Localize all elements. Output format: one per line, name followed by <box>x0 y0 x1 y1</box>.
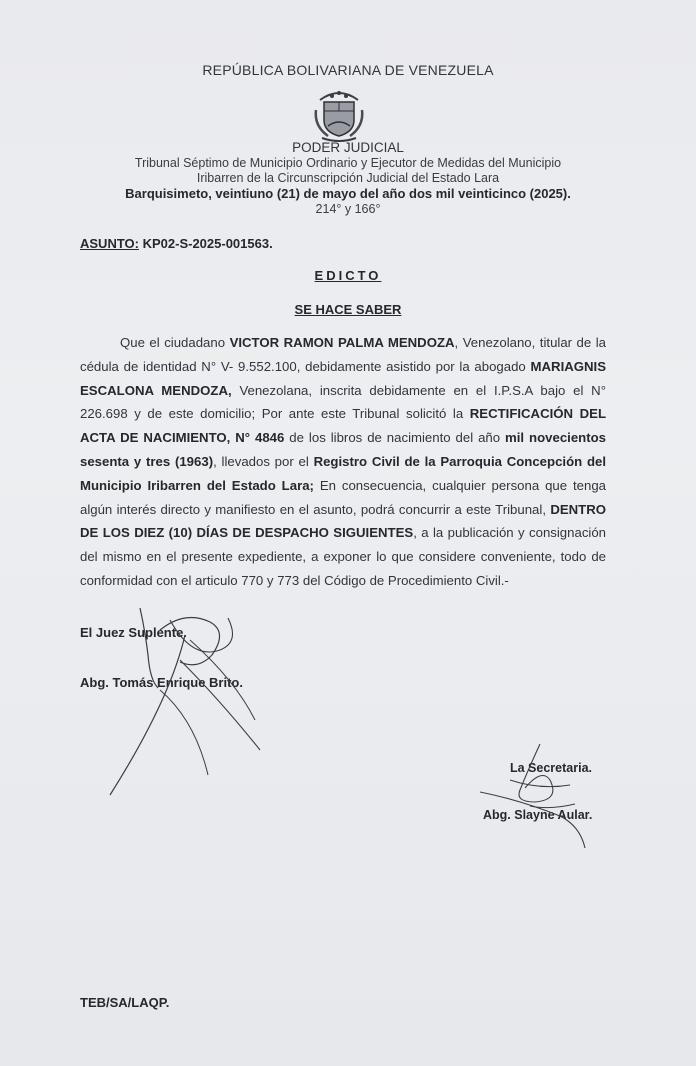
city-date: Barquisimeto, veintiuno (21) de mayo del año dos mil veinticinco (2025). <box>125 186 571 201</box>
civil-registry: Registro Civil de la Parroquia Concepción del Municipio Iribarren del Estado Lara; <box>80 453 607 493</box>
case-subject-label: ASUNTO: <box>80 236 139 251</box>
deadline-clause: DENTRO DE LOS DIEZ (10) DÍAS DE DESPACHO SIGUIENTES <box>80 501 606 541</box>
document-initials: TEB/SA/LAQP. <box>80 995 170 1010</box>
lawyer-name: MARIAGNIS ESCALONA MENDOZA, <box>80 358 606 398</box>
edict-title: EDICTO <box>314 268 382 283</box>
secretary-name: Abg. Slayne Aular. <box>483 808 593 822</box>
birth-year: mil novecientos sesenta y tres (1963) <box>80 430 606 469</box>
court-name-line-2: Iribarren de la Circunscripción Judicial del Estado Lara <box>196 171 500 185</box>
secretary-signature <box>480 740 610 855</box>
judge-title: El Juez Suplente. <box>80 625 187 640</box>
court-name-line-1: Tribunal Séptimo de Municipio Ordinario y Ejecutor de Medidas del Municipio <box>134 156 562 170</box>
judicial-power-heading: PODER JUDICIAL <box>292 140 404 155</box>
rectification-request: RECTIFICACIÓN DEL ACTA DE NACIMIENTO, N° 4846 <box>80 406 606 446</box>
independence-years: 214° y 166° <box>315 202 381 216</box>
coat-of-arms-icon <box>310 82 368 142</box>
case-number: KP02-S-2025-001563. <box>138 236 273 251</box>
secretary-title: La Secretaria. <box>510 761 592 775</box>
judge-name: Abg. Tomás Enrique Brito. <box>80 675 243 690</box>
case-subject <box>80 236 273 251</box>
petitioner-name: VICTOR RAMON PALMA MENDOZA <box>229 335 455 350</box>
country-heading: REPÚBLICA BOLIVARIANA DE VENEZUELA <box>202 62 494 78</box>
notice-title: SE HACE SABER <box>294 302 402 317</box>
judge-signature <box>100 600 300 810</box>
edict-body: Que el ciudadano VICTOR RAMON PALMA MENDOZA, Venezolano, titular de la cédula de identidad N° V- 9.552.100, debidamente asistido por la abogado MARIAGNIS ESCALONA MENDOZA, Venezolana, inscrita debidamente en el I.P.S.A bajo el N° 226.698 y de este domicilio; Por ante este Tribunal solicitó la RECTIFICACIÓN DEL ACTA DE NACIMIENTO, N° 4846 de los libros de nacimiento del año mil novecientos sesenta y tres (1963), llevados por el Registro Civil de la Parroquia Concepción del Municipio Iribarren del Estado Lara; En consecuencia, cualquier persona que tenga algún interés directo y manifiesto en el asunto, podrá concurrir a este Tribunal, DENTRO DE LOS DIEZ (10) DÍAS DE DESPACHO SIGUIENTES, a la publicación y consignación del mismo en el presente expediente, a exponer lo que considere conveniente, todo de conformidad con el articulo 770 y 773 del Código de Procedimiento Civil.- <box>80 335 607 588</box>
